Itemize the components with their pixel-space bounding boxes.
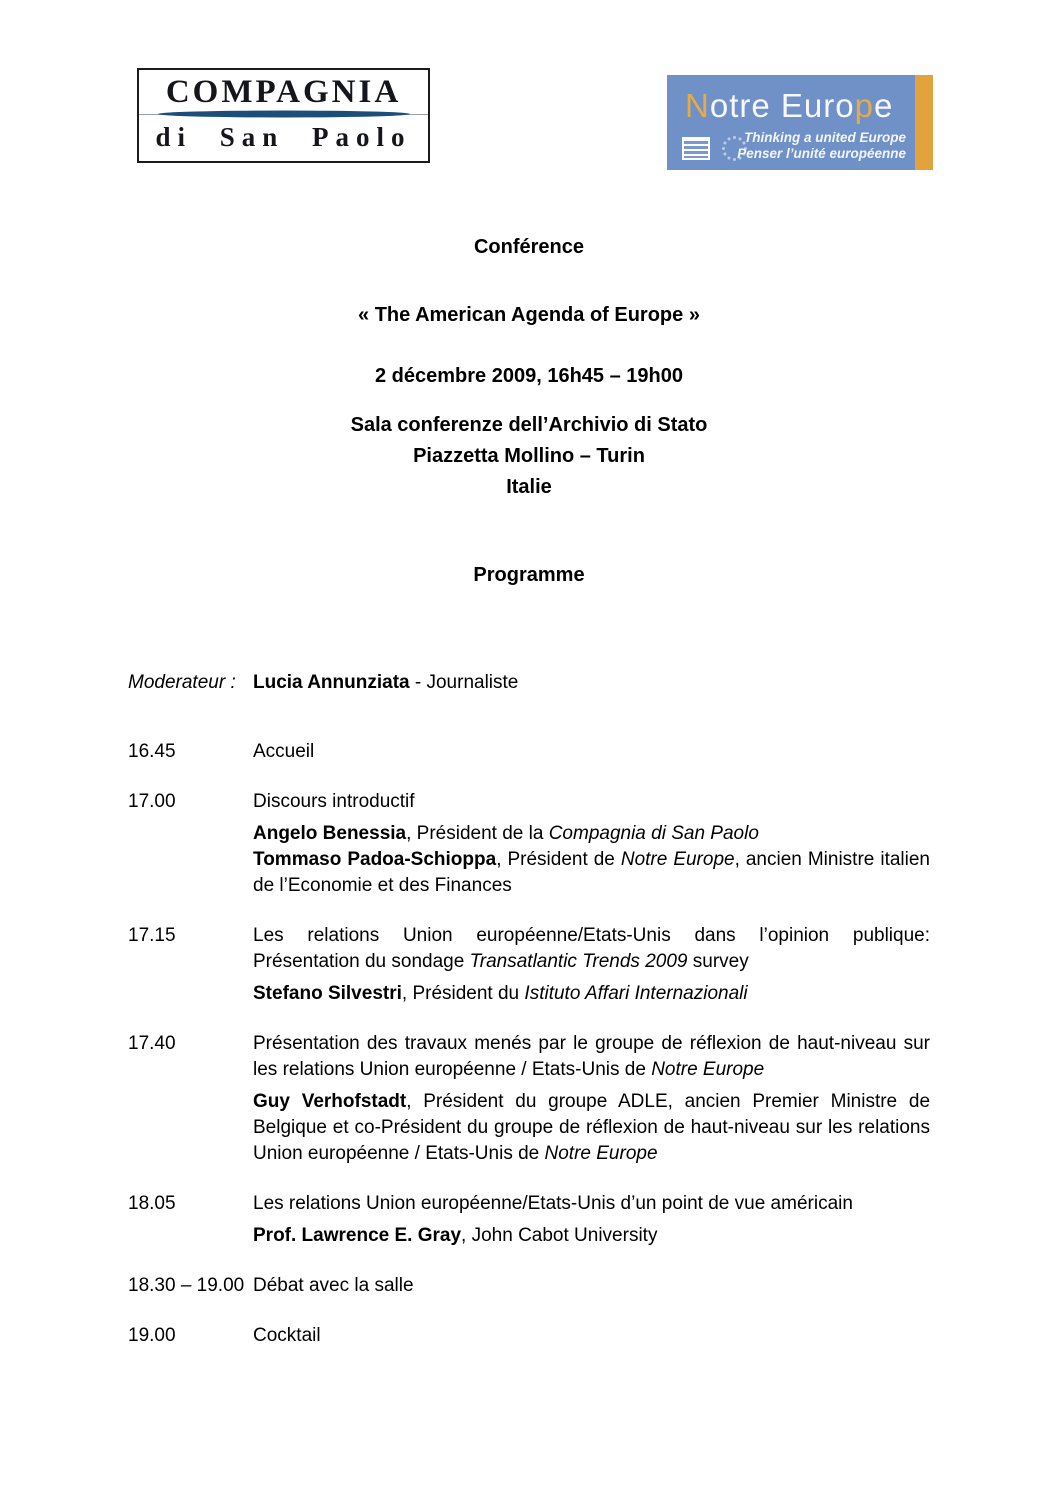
session-title: Cocktail bbox=[253, 1325, 321, 1346]
programme-schedule bbox=[128, 670, 930, 1349]
schedule-row bbox=[128, 1191, 930, 1249]
compagnia-logo-line2: di San Paolo bbox=[139, 114, 428, 160]
tagline-french: Penser l’unité européenne bbox=[737, 146, 906, 161]
notre-europe-logo-title: Notre Europe bbox=[685, 87, 894, 124]
compagnia-di-san-paolo-logo bbox=[137, 68, 430, 163]
logo-accent-bar bbox=[915, 75, 933, 170]
speaker-line: Tommaso Padoa-Schioppa, Président de Notre Europe, ancien Ministre italien de l’Economie et des Finances bbox=[253, 849, 930, 896]
session-speakers bbox=[253, 1089, 930, 1167]
document-lines-icon bbox=[682, 137, 710, 160]
schedule-row bbox=[128, 1323, 930, 1349]
conference-kicker: Conférence bbox=[473, 236, 585, 258]
time-label: 17.40 bbox=[128, 1033, 176, 1054]
schedule-row bbox=[128, 739, 930, 765]
session-speakers bbox=[253, 981, 930, 1007]
time-label: 17.15 bbox=[128, 925, 176, 946]
session-title: Les relations Union européenne/Etats-Unis d’un point de vue américain bbox=[253, 1193, 853, 1214]
conference-datetime: 2 décembre 2009, 16h45 – 19h00 bbox=[375, 365, 683, 387]
notre-europe-tagline bbox=[737, 130, 906, 162]
compagnia-logo-line1: COMPAGNIA bbox=[165, 73, 402, 110]
session-title: Débat avec la salle bbox=[253, 1275, 414, 1296]
schedule-row bbox=[128, 1031, 930, 1167]
programme-heading: Programme bbox=[473, 564, 585, 586]
notre-europe-logo bbox=[667, 75, 933, 170]
session-speakers bbox=[253, 821, 930, 899]
speaker-line: Stefano Silvestri, Président du Istituto Affari Internazionali bbox=[253, 983, 748, 1004]
session-title: Les relations Union européenne/Etats-Unis dans l’opinion publique: Présentation du sondage Transatlantic Trends 2009 survey bbox=[253, 925, 930, 972]
schedule-row bbox=[128, 923, 930, 1007]
header-logos bbox=[0, 0, 1058, 170]
venue-block bbox=[128, 410, 930, 503]
speaker-line: Angelo Benessia, Président de la Compagnia di San Paolo bbox=[253, 823, 759, 844]
tagline-english: Thinking a united Europe bbox=[744, 130, 906, 145]
time-label: 18.05 bbox=[128, 1193, 176, 1214]
time-label: 16.45 bbox=[128, 741, 176, 762]
venue-line: Piazzetta Mollino – Turin bbox=[413, 445, 645, 467]
moderator-value bbox=[253, 670, 930, 696]
session-title: Accueil bbox=[253, 741, 315, 762]
schedule-row bbox=[128, 1273, 930, 1299]
logo-divider bbox=[158, 111, 410, 118]
session-title: Présentation des travaux menés par le groupe de réflexion de haut-niveau sur les relations Union européenne / Etats-Unis de Notre Europe bbox=[253, 1033, 930, 1080]
speaker-line: Prof. Lawrence E. Gray, John Cabot University bbox=[253, 1225, 658, 1246]
schedule-row bbox=[128, 789, 930, 899]
moderator-label: Moderateur : bbox=[128, 672, 236, 693]
session-title: Discours introductif bbox=[253, 791, 415, 812]
moderator-name-line: Lucia Annunziata - Journaliste bbox=[253, 672, 519, 693]
conference-title: « The American Agenda of Europe » bbox=[358, 304, 700, 326]
speaker-line: Guy Verhofstadt, Président du groupe ADLE, ancien Premier Ministre de Belgique et co-Président du groupe de réflexion de haut-niveau sur les relations Union européenne / Etats-Unis de Notre Europe bbox=[253, 1091, 931, 1164]
time-label: 19.00 bbox=[128, 1325, 176, 1346]
session-speakers bbox=[253, 1223, 930, 1249]
venue-line: Sala conferenze dell’Archivio di Stato bbox=[350, 414, 708, 436]
venue-line: Italie bbox=[506, 476, 552, 498]
time-label: 17.00 bbox=[128, 791, 176, 812]
moderator-row bbox=[128, 670, 930, 696]
time-label: 18.30 – 19.00 bbox=[128, 1275, 245, 1296]
